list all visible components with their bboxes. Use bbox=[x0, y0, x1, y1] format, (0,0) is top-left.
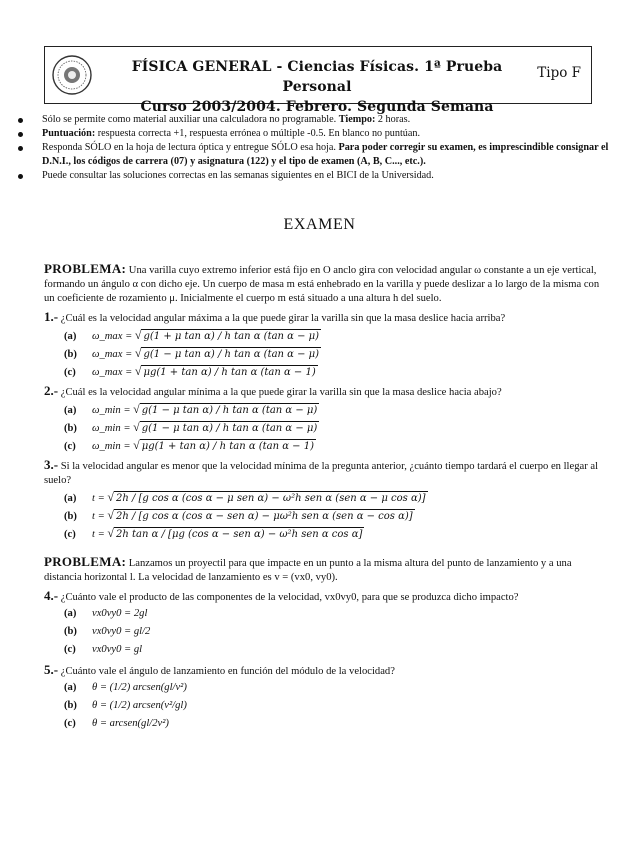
exam-heading: EXAMEN bbox=[283, 216, 356, 233]
option-4c: (c) vx0vy0 = gl bbox=[64, 644, 143, 655]
option-2b: (b) ω_min = √ g(1 − μ tan α) / h tan α (tan α − μ) bbox=[64, 420, 318, 434]
option-3b: (b) t = √ 2h / [g cos α (cos α − sen α) − μω²h sen α (sen α − cos α)] bbox=[64, 508, 413, 522]
option-1b: (b) ω_max = √ g(1 − μ tan α) / h tan α (tan α − μ) bbox=[64, 346, 320, 360]
option-1a: (a) ω_max = √ g(1 + μ tan α) / h tan α (tan α − μ) bbox=[64, 328, 320, 342]
question-5: 5.- ¿Cuánto vale el ángulo de lanzamiento en función del módulo de la velocidad? bbox=[44, 662, 395, 677]
option-2c: (c) ω_min = √ μg(1 + tan α) / h tan α (tan α − 1) bbox=[64, 438, 315, 452]
exam-header bbox=[44, 46, 592, 115]
exam-type: Tipo F bbox=[537, 65, 581, 81]
exam-body bbox=[44, 262, 604, 733]
instruction-item: Puntuación: respuesta correcta +1, respuesta errónea o múltiple -0.5. En blanco no puntúan. bbox=[18, 127, 618, 141]
question-4: 4.- ¿Cuánto vale el producto de las componentes de la velocidad, vx0vy0, para que se produzca dicho impacto? bbox=[44, 588, 519, 603]
university-seal-icon bbox=[51, 54, 93, 96]
instructions-list bbox=[18, 113, 618, 183]
option-5b: (b) θ = (1/2) arcsen(v²/gl) bbox=[64, 700, 187, 711]
problem-1-statement: PROBLEMA: Una varilla cuyo extremo inferior está fijo en O anclo gira con velocidad angular ω constante a un eje vertical, formando un ángulo α con dicho eje. Un cuerpo de masa m está enhebrado en la varilla y puede deslizar a lo largo de la misma con un coeficiente de rozamiento μ. Inicialmente el cuerpo m está situado a una altura h del suelo. bbox=[44, 261, 600, 304]
exam-title bbox=[107, 57, 527, 117]
question-3: 3.- Si la velocidad angular es menor que la velocidad mínima de la pregunta anterior, ¿cuánto tiempo tardará el cuerpo en llegar al suelo? bbox=[44, 457, 599, 486]
instruction-item: Puede consultar las soluciones correctas en las semanas siguientes en el BICI de la Universidad. bbox=[18, 169, 618, 183]
option-2a: (a) ω_min = √ g(1 − μ tan α) / h tan α (tan α − μ) bbox=[64, 402, 318, 416]
option-4b: (b) vx0vy0 = gl/2 bbox=[64, 626, 151, 637]
instruction-item: Responda SÓLO en la hoja de lectura óptica y entregue SÓLO esa hoja. Para poder corregir su examen, es imprescindible consignar el D.N.I., los códigos de carrera (07) y asignatura (122) y el tipo de examen (A, B, C..., etc.). bbox=[18, 141, 618, 169]
question-2: 2.- ¿Cuál es la velocidad angular mínima a la que puede girar la varilla sin que la masa deslice hacia abajo? bbox=[44, 383, 502, 398]
title-line-2: Curso 2003/2004. Febrero. Segunda Semana bbox=[140, 99, 494, 115]
option-5c: (c) θ = arcsen(gl/2v²) bbox=[64, 718, 169, 729]
option-5a: (a) θ = (1/2) arcsen(gl/v²) bbox=[64, 682, 187, 693]
instruction-item: Sólo se permite como material auxiliar una calculadora no programable. Tiempo: 2 horas. bbox=[18, 113, 618, 127]
option-3a: (a) t = √ 2h / [g cos α (cos α − μ sen α) − ω²h sen α (sen α − μ cos α)] bbox=[64, 490, 426, 504]
option-4a: (a) vx0vy0 = 2gl bbox=[64, 608, 148, 619]
question-1: 1.- ¿Cuál es la velocidad angular máxima a la que puede girar la varilla sin que la masa deslice hacia arriba? bbox=[44, 309, 506, 324]
problem-2-statement: PROBLEMA: Lanzamos un proyectil para que impacte en un punto a la misma altura del punto de lanzamiento y a una distancia horizontal l. La velocidad de lanzamiento es v = (vx0, vy0). bbox=[44, 554, 572, 583]
option-3c: (c) t = √ 2h tan α / [μg (cos α − sen α) − ω²h sen α cos α] bbox=[64, 526, 363, 540]
title-line-1: FÍSICA GENERAL - Ciencias Físicas. 1ª Prueba Personal bbox=[131, 59, 503, 95]
option-1c: (c) ω_max = √ μg(1 + tan α) / h tan α (tan α − 1) bbox=[64, 364, 316, 378]
